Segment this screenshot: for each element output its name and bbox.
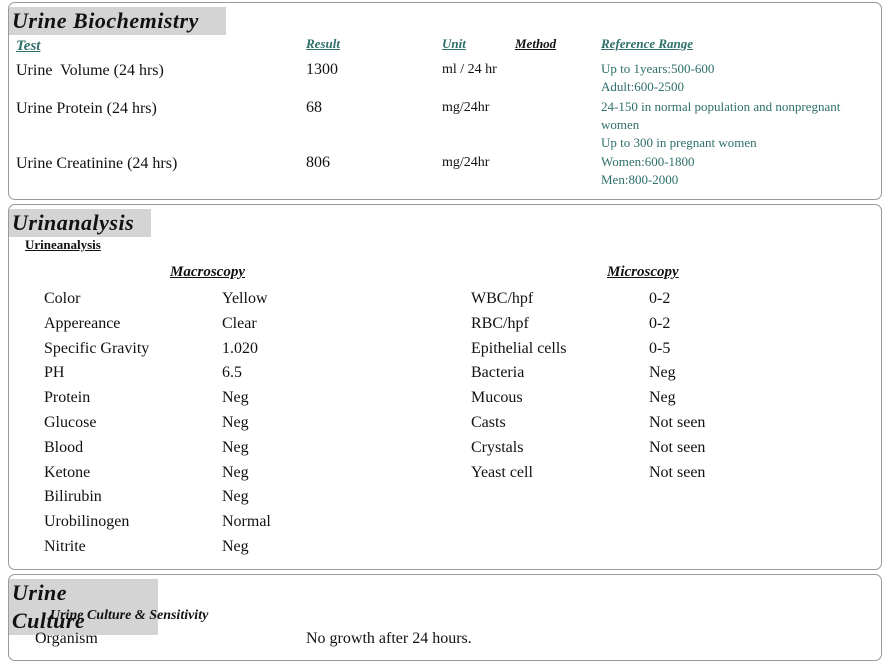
biochem-unit-1: ml / 24 hr [442,62,497,77]
microscopy-title: Microscopy [607,264,679,280]
list-item [471,411,705,436]
list-item [471,337,705,362]
micro-value: 0-5 [649,339,671,357]
list-item [44,337,271,362]
ref-line: Up to 300 in pregnant women [601,135,757,150]
micro-label: Crystals [471,438,524,456]
list-item [44,287,271,312]
list-item [44,485,271,510]
biochem-ref-1 [601,60,714,96]
ref-line: Up to 1years:500-600 [601,61,715,76]
biochem-result-1: 1300 [306,61,338,78]
macro-value: Neg [222,413,249,431]
list-item [44,312,271,337]
list-item [44,386,271,411]
micro-label: RBC/hpf [471,314,529,332]
macro-label: Appereance [44,314,121,332]
micro-value: 0-2 [649,314,671,332]
micro-value: 0-2 [649,290,671,307]
list-item [44,461,271,486]
micro-value: Neg [649,389,676,407]
biochemistry-title: Urine Biochemistry [9,7,226,35]
header-reference-range: Reference Range [601,36,694,51]
micro-label: Mucous [471,389,523,407]
macro-label: Color [44,290,81,307]
ref-line: Women:600-1800 [601,154,695,169]
list-item [44,411,271,436]
list-item [44,361,271,386]
micro-value: Not seen [649,463,706,481]
list-item [471,361,705,386]
micro-label: Yeast cell [471,463,533,481]
biochem-ref-2 [601,98,840,152]
header-result: Result [306,36,340,51]
macro-value: Neg [222,438,249,456]
list-item [471,386,705,411]
header-unit: Unit [442,36,466,51]
macroscopy-title: Macroscopy [170,264,245,280]
macro-label: Ketone [44,463,91,481]
culture-subtitle: Urine Culture & Sensitivity [50,608,209,623]
macro-label: PH [44,364,65,382]
list-item [44,510,271,535]
macro-label: Glucose [44,413,97,431]
biochem-test-1: Urine Volume (24 hrs) [16,62,164,79]
macro-value: Neg [222,463,249,481]
ref-line: Adult:600-2500 [601,79,685,94]
micro-label: Casts [471,413,506,431]
macro-label: Protein [44,389,91,407]
ref-line: women [601,117,640,132]
micro-label: Epithelial cells [471,339,567,357]
macro-value: Clear [222,314,257,332]
macro-label: Bilirubin [44,488,102,506]
list-item [471,287,705,312]
macroscopy-list [44,287,271,560]
macro-label: Blood [44,438,84,456]
micro-value: Not seen [649,438,706,456]
organism-label: Organism [35,630,98,647]
biochem-unit-3: mg/24hr [442,155,490,170]
list-item [471,312,705,337]
list-item [44,535,271,560]
organism-value: No growth after 24 hours. [306,630,472,647]
biochem-result-3: 806 [306,154,330,171]
microscopy-list [471,287,705,485]
list-item [471,436,705,461]
macro-value: 1.020 [222,339,258,357]
list-item [471,461,705,486]
urinalysis-title: Urinanalysis [9,209,151,237]
macro-value: Neg [222,488,249,506]
micro-label: Bacteria [471,364,525,382]
micro-value: Neg [649,364,676,382]
micro-label: WBC/hpf [471,290,534,307]
header-test: Test [16,38,41,54]
macro-value: Neg [222,389,249,407]
biochem-result-2: 68 [306,99,322,116]
biochem-unit-2: mg/24hr [442,100,490,115]
macro-label: Urobilinogen [44,513,130,531]
biochem-test-2: Urine Protein (24 hrs) [16,100,157,117]
ref-line: Men:800-2000 [601,172,679,187]
macro-value: Yellow [222,290,268,307]
biochem-test-3: Urine Creatinine (24 hrs) [16,155,178,172]
micro-value: Not seen [649,413,706,431]
list-item [44,436,271,461]
urinalysis-subtitle: Urineanalysis [25,237,101,252]
ref-line: 24-150 in normal population and nonpregnant [601,99,841,114]
macro-label: Nitrite [44,537,86,555]
macro-value: Normal [222,513,271,531]
macro-label: Specific Gravity [44,339,150,357]
culture-title: Urine Culture [9,579,158,635]
header-method: Method [515,36,557,51]
macro-value: Neg [222,537,249,555]
biochem-ref-3 [601,153,695,189]
macro-value: 6.5 [222,364,242,382]
